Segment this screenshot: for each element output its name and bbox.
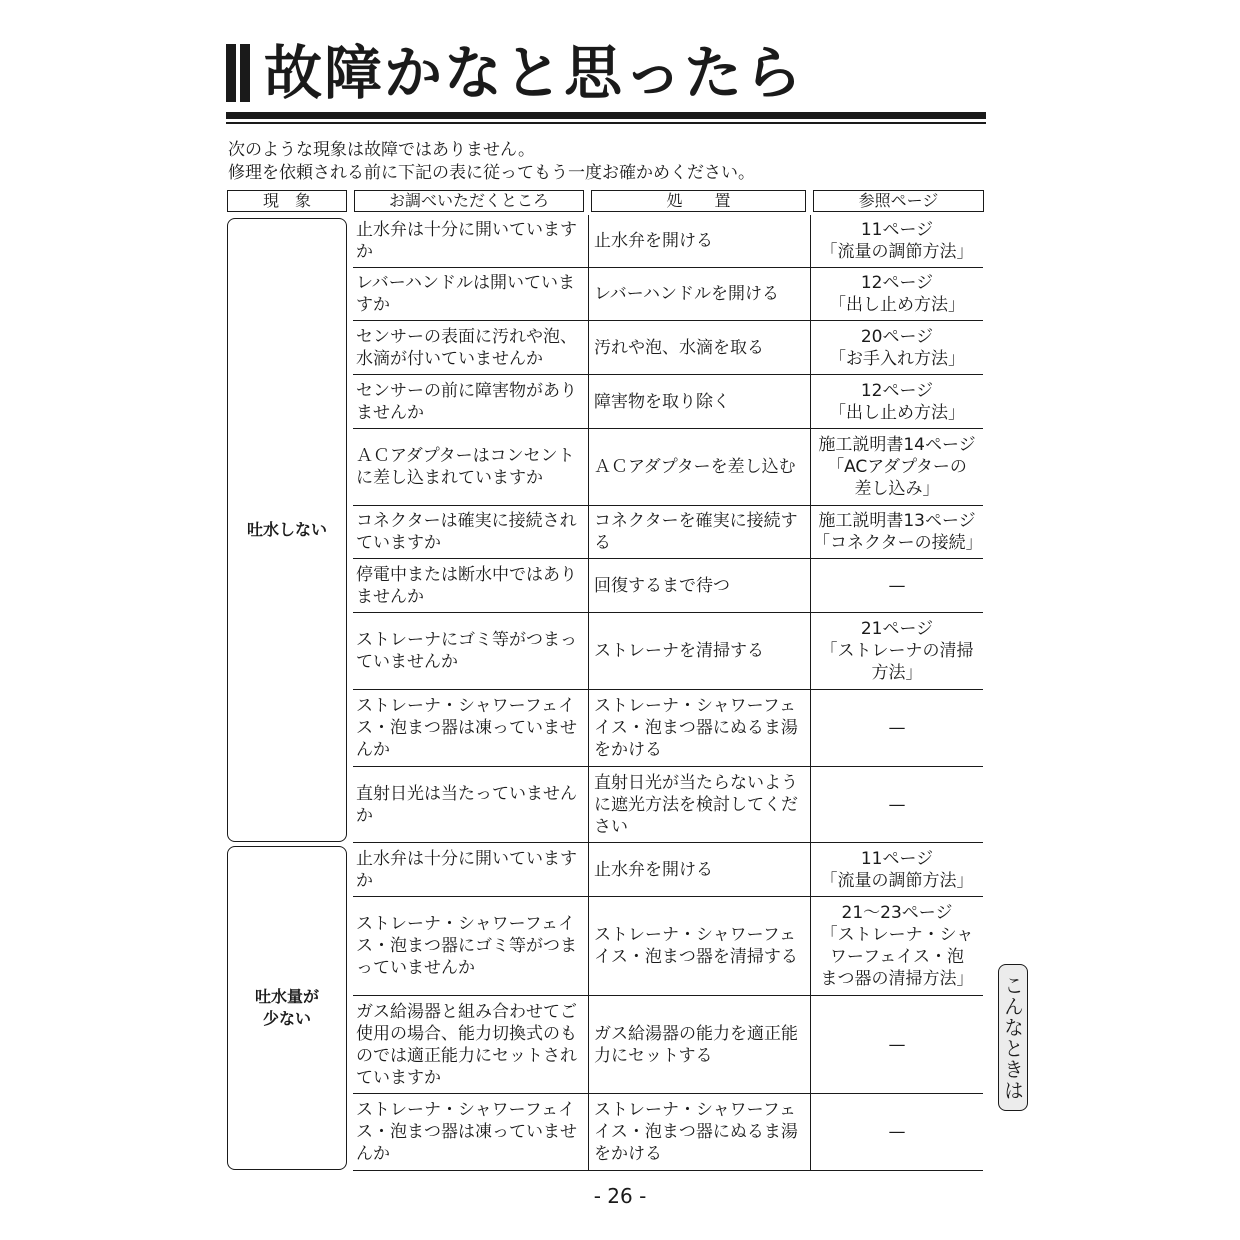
action-cell-text: 障害物を取り除く — [594, 391, 730, 412]
header-reference: 参照ページ — [813, 190, 984, 212]
table-row — [353, 321, 983, 375]
table-row — [353, 767, 983, 843]
table-row — [353, 897, 983, 996]
check-cell — [353, 268, 588, 320]
check-cell — [353, 897, 588, 995]
reference-cell-text: 施工説明書13ページ 「コネクターの接続」 — [813, 511, 983, 553]
action-cell-text: 直射日光が当たらないように遮光方法を検討してください — [594, 772, 798, 837]
header-check: お調べいただくところ — [354, 190, 584, 212]
check-cell-text: 停電中または断水中ではありませんか — [356, 564, 577, 607]
reference-cell-text: — — [888, 575, 906, 596]
reference-cell — [810, 613, 983, 689]
phenomenon-label: 吐水しない — [246, 520, 327, 539]
title-bar-mark — [226, 44, 250, 102]
check-cell-text: レバーハンドルは開いていますか — [356, 273, 575, 315]
intro-line-2: 修理を依頼される前に下記の表に従ってもう一度お確かめください。 — [228, 163, 755, 183]
reference-cell — [810, 321, 983, 374]
check-cell-text: 止水弁は十分に開いていますか — [356, 848, 577, 891]
table-row — [353, 375, 983, 429]
reference-cell-text: — — [888, 794, 906, 815]
action-cell-text: 止水弁を開ける — [594, 859, 713, 880]
check-cell-text: センサーの表面に汚れや泡、水滴が付いていませんか — [356, 326, 577, 369]
check-cell — [353, 767, 588, 842]
action-cell-text: レバーハンドルを開ける — [594, 284, 779, 304]
action-cell — [588, 1094, 810, 1170]
reference-cell-text: 施工説明書14ページ 「ACアダプターの 差し込み」 — [818, 435, 976, 499]
intro-line-1: 次のような現象は故障ではありません。 — [228, 140, 536, 160]
intro-text — [228, 139, 755, 185]
action-cell-text: ストレーナ・シャワーフェイス・泡まつ器にぬるま湯をかける — [594, 1100, 798, 1164]
check-cell — [353, 506, 588, 558]
table-row — [353, 215, 983, 268]
check-cell-text: ＡＣアダプターはコンセントに差し込まれていますか — [356, 446, 575, 488]
action-cell — [588, 506, 810, 558]
check-cell — [353, 321, 588, 374]
check-cell-text: ストレーナ・シャワーフェイス・泡まつ器にゴミ等がつまっていませんか — [356, 914, 577, 978]
check-cell-text: センサーの前に障害物がありませんか — [356, 380, 577, 423]
check-cell — [353, 215, 588, 267]
header-action: 処 置 — [591, 190, 806, 212]
reference-cell-text: 11ページ 「流量の調節方法」 — [820, 220, 974, 262]
action-cell-text: コネクターを確実に接続する — [594, 511, 798, 553]
check-cell-text: コネクターは確実に接続されていますか — [356, 511, 577, 553]
reference-cell — [810, 996, 983, 1093]
action-cell — [588, 843, 810, 896]
table-row — [353, 843, 983, 897]
action-cell — [588, 268, 810, 320]
reference-cell — [810, 843, 983, 896]
page-number: - 26 - — [593, 1184, 647, 1208]
reference-cell — [810, 375, 983, 428]
check-cell-text: ストレーナ・シャワーフェイス・泡まつ器は凍っていませんか — [356, 1100, 577, 1164]
action-cell-text: ＡＣアダプターを差し込む — [594, 457, 796, 477]
reference-cell — [810, 268, 983, 320]
check-cell-text: ストレーナ・シャワーフェイス・泡まつ器は凍っていませんか — [356, 696, 577, 760]
reference-cell — [810, 1094, 983, 1170]
check-cell-text: 止水弁は十分に開いていますか — [356, 220, 577, 262]
reference-cell-text: 21ページ 「ストレーナの清掃 方法」 — [820, 619, 974, 683]
check-cell — [353, 996, 588, 1093]
action-cell — [588, 429, 810, 505]
action-cell — [588, 690, 810, 766]
phenomenon-cell — [227, 846, 347, 1170]
action-cell — [588, 613, 810, 689]
phenomenon-cell — [227, 218, 347, 842]
header-phenomenon: 現 象 — [227, 190, 347, 212]
check-cell — [353, 690, 588, 766]
action-cell-text: 回復するまで待つ — [594, 575, 730, 596]
reference-cell-text: 12ページ 「出し止め方法」 — [829, 273, 965, 315]
reference-cell-text: — — [888, 1034, 906, 1055]
table-row — [353, 268, 983, 321]
reference-cell — [810, 690, 983, 766]
action-cell — [588, 215, 810, 267]
page-title — [226, 40, 804, 106]
reference-cell-text: 12ページ 「出し止め方法」 — [829, 380, 965, 423]
action-cell — [588, 767, 810, 842]
action-cell — [588, 996, 810, 1093]
action-cell-text: ストレーナを清掃する — [594, 641, 764, 661]
check-cell — [353, 843, 588, 896]
reference-cell-text: — — [888, 1122, 906, 1142]
side-tab-label: こんなときは — [1000, 974, 1025, 1101]
action-cell — [588, 321, 810, 374]
check-cell — [353, 375, 588, 428]
check-cell-text: 直射日光は当たっていませんか — [356, 783, 577, 826]
reference-cell — [810, 767, 983, 842]
table-row — [353, 429, 983, 506]
title-text: 故障かなと思ったら — [264, 39, 805, 107]
title-rule-thin — [226, 122, 986, 124]
reference-cell — [810, 506, 983, 558]
action-cell-text: 止水弁を開ける — [594, 231, 713, 251]
table-row — [353, 996, 983, 1094]
check-cell — [353, 1094, 588, 1170]
reference-cell-text: 21〜23ページ 「ストレーナ・シャ ワーフェイス・泡 まつ器の清掃方法」 — [820, 903, 974, 989]
reference-cell-text: 11ページ 「流量の調節方法」 — [820, 848, 974, 891]
side-tab[interactable] — [998, 964, 1028, 1111]
table-row — [353, 690, 983, 767]
table-row — [353, 506, 983, 559]
action-cell — [588, 375, 810, 428]
check-cell — [353, 613, 588, 689]
reference-cell — [810, 559, 983, 612]
action-cell — [588, 559, 810, 612]
action-cell-text: 汚れや泡、水滴を取る — [594, 337, 764, 358]
check-cell — [353, 429, 588, 505]
table-row — [353, 559, 983, 613]
check-cell-text: ガス給湯器と組み合わせてご使用の場合、能力切換式のものでは適正能力にセットされていますか — [356, 1001, 577, 1088]
action-cell-text: ストレーナ・シャワーフェイス・泡まつ器にぬるま湯をかける — [594, 696, 798, 760]
reference-cell-text: — — [888, 718, 906, 738]
title-rule-thick — [226, 112, 986, 119]
action-cell-text: ストレーナ・シャワーフェイス・泡まつ器を清掃する — [594, 925, 798, 967]
reference-cell — [810, 429, 983, 505]
table-row — [353, 613, 983, 690]
check-cell — [353, 559, 588, 612]
table-row — [353, 1094, 983, 1171]
reference-cell-text: 20ページ 「お手入れ方法」 — [829, 326, 965, 369]
check-cell-text: ストレーナにゴミ等がつまっていませんか — [356, 630, 577, 672]
reference-cell — [810, 897, 983, 995]
action-cell-text: ガス給湯器の能力を適正能力にセットする — [594, 1023, 798, 1066]
phenomenon-label: 吐水量が 少ない — [254, 987, 319, 1028]
reference-cell — [810, 215, 983, 267]
action-cell — [588, 897, 810, 995]
